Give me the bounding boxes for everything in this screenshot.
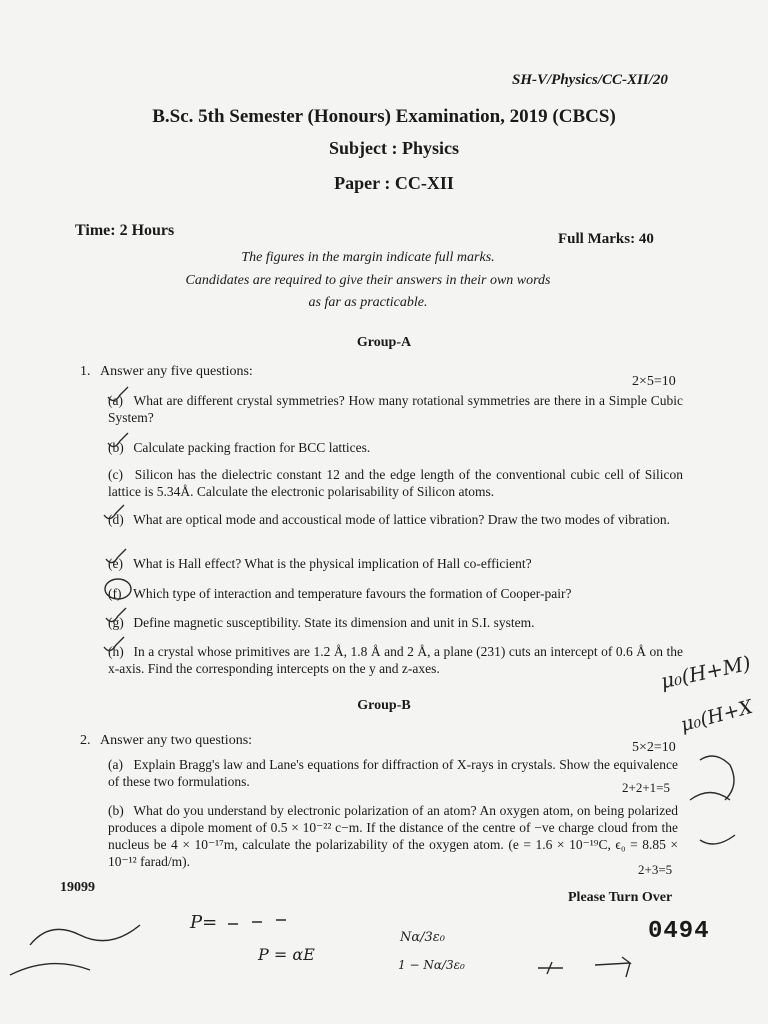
item-text: Silicon has the dielectric constant 12 and the edge length of the conventional cubic cell of Silicon lattice is 5.34Å. Calculate the electronic polarisability of Silicon atoms. xyxy=(108,467,684,499)
question-item xyxy=(108,585,683,602)
question-item xyxy=(108,392,683,426)
question-item xyxy=(108,555,683,572)
question-item xyxy=(108,756,678,790)
item-text: Define magnetic susceptibility. State its dimension and unit in S.I. system. xyxy=(133,615,535,630)
item-marks: 2+3=5 xyxy=(638,862,673,877)
item-label: (e) xyxy=(108,556,123,571)
exam-title: B.Sc. 5th Semester (Honours) Examination, 2019 (CBCS) xyxy=(152,106,616,127)
question-item xyxy=(108,802,678,870)
paper-code-header: SH-V/Physics/CC-XII/20 xyxy=(512,72,668,88)
question-1-number: 1. xyxy=(80,364,91,379)
instruction-line-2: Candidates are required to give their answers in their own words xyxy=(185,273,551,288)
handwritten-note: μ₀(H+M) xyxy=(658,650,753,694)
item-marks: 2+2+1=5 xyxy=(622,780,670,795)
item-label: (a) xyxy=(108,757,123,772)
question-item xyxy=(108,614,683,631)
question-2-prompt: Answer any two questions: xyxy=(100,733,253,748)
handwritten-note: P = αE xyxy=(258,945,315,964)
item-label: (b) xyxy=(108,440,124,455)
question-item xyxy=(108,439,683,456)
handwritten-note: μ₀(H+X xyxy=(678,695,756,737)
handwritten-note: Nα/3ε₀ xyxy=(400,930,445,945)
scribble-mark xyxy=(30,925,140,945)
question-1-marks: 2×5=10 xyxy=(632,374,676,389)
item-text: What are different crystal symmetries? How many rotational symmetries are there in a Simple Cubic System? xyxy=(108,393,684,425)
stamp-number: 0494 xyxy=(648,918,710,945)
footer-paper-code: 19099 xyxy=(60,880,95,895)
item-label: (h) xyxy=(108,644,124,659)
arrow-mark xyxy=(538,962,563,974)
item-label: (c) xyxy=(108,467,123,482)
instruction-line-3: as far as practicable. xyxy=(308,295,428,310)
scribble-mark xyxy=(10,964,90,975)
question-item xyxy=(108,511,683,528)
item-text: What do you understand by electronic polarization of an atom? An oxygen atom, on being polarized produces a dipole moment of 0.5 × 10⁻²² c−m. If the distance of the centre of −ve charge cloud from the nucleus be 4 × 10⁻¹⁷m, calculate the polarizability of the oxygen atom. (e = 1.6 × 10⁻¹⁹C, ϵ₀ = 8.85 × 10⁻¹² farad/m). xyxy=(108,803,678,869)
time-allowed: Time: 2 Hours xyxy=(75,222,175,239)
question-item xyxy=(108,466,683,500)
question-item xyxy=(108,643,683,677)
item-text: Explain Bragg's law and Lane's equations for diffraction of X-rays in crystals. Show the equivalence of these two formulations. xyxy=(108,757,678,789)
paper-title: Paper : CC-XII xyxy=(334,173,454,193)
item-text: Calculate packing fraction for BCC lattices. xyxy=(133,440,371,455)
full-marks: Full Marks: 40 xyxy=(558,231,654,247)
item-text: What are optical mode and accoustical mode of lattice vibration? Draw the two modes of vibration. xyxy=(133,512,670,527)
item-text: What is Hall effect? What is the physical implication of Hall co-efficient? xyxy=(133,556,532,571)
instruction-line-1: The figures in the margin indicate full marks. xyxy=(241,250,495,265)
item-label: (d) xyxy=(108,512,124,527)
please-turn-over: Please Turn Over xyxy=(568,890,673,905)
question-2-marks: 5×2=10 xyxy=(632,740,676,755)
item-text: In a crystal whose primitives are 1.2 Å, 1.8 Å and 2 Å, a plane (231) cuts an intercept of 0.6 Å on the x-axis. Find the corresponding intercepts on the y and z-axes. xyxy=(108,644,684,676)
scribble-mark xyxy=(700,756,734,800)
item-label: (g) xyxy=(108,615,124,630)
group-b-title: Group-B xyxy=(357,698,411,713)
item-label: (b) xyxy=(108,803,124,818)
handwritten-note: P= xyxy=(190,912,218,933)
item-text: Which type of interaction and temperature favours the formation of Cooper-pair? xyxy=(133,586,572,601)
scribble-mark xyxy=(690,793,730,801)
scribble-mark xyxy=(700,835,735,844)
handwritten-note: 1 − Nα/3ε₀ xyxy=(398,958,465,972)
item-label: (a) xyxy=(108,393,123,408)
dash-mark xyxy=(228,920,286,924)
item-label: (f) xyxy=(108,586,122,601)
group-a-title: Group-A xyxy=(356,335,412,350)
question-2-number: 2. xyxy=(80,733,91,748)
arrow-mark xyxy=(595,957,630,977)
subject-title: Subject : Physics xyxy=(329,138,459,158)
question-1-prompt: Answer any five questions: xyxy=(100,364,253,379)
